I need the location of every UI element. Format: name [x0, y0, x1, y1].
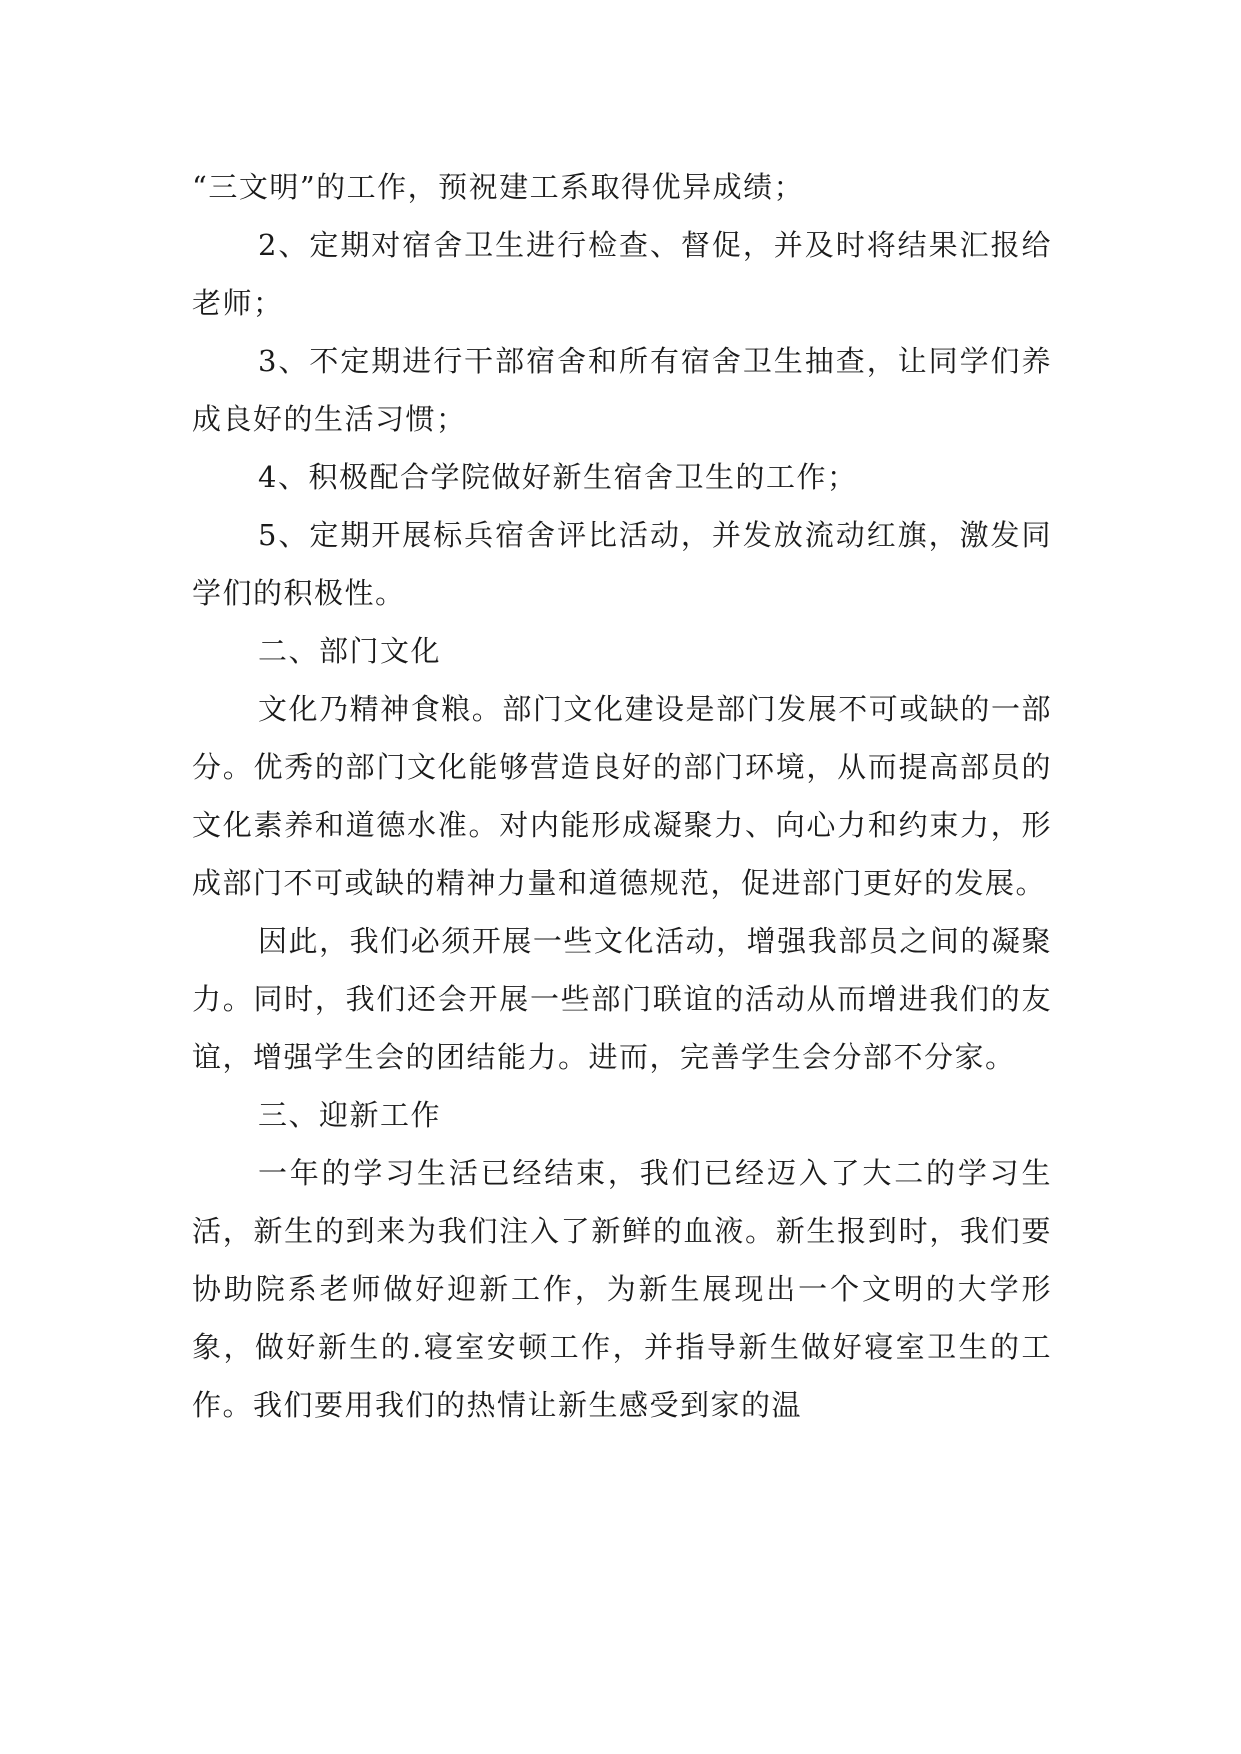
paragraph-culture-1: 文化乃精神食粮。部门文化建设是部门发展不可或缺的一部分。优秀的部门文化能够营造良好的部门环境，从而提高部员的文化素养和道德水准。对内能形成凝聚力、向心力和约束力，形成部门不可或缺的精神力量和道德规范，促进部门更好的发展。 [192, 692, 1052, 900]
paragraph-item-5: 5、定期开展标兵宿舍评比活动，并发放流动红旗，激发同学们的积极性。 [192, 518, 1052, 610]
paragraph-item-2: 2、定期对宿舍卫生进行检查、督促，并及时将结果汇报给老师； [192, 228, 1052, 320]
paragraph-culture-2: 因此，我们必须开展一些文化活动，增强我部员之间的凝聚力。同时，我们还会开展一些部门联谊的活动从而增进我们的友谊，增强学生会的团结能力。进而，完善学生会分部不分家。 [192, 924, 1052, 1074]
paragraph-continuation: “三文明”的工作，预祝建工系取得优异成绩； [192, 170, 805, 204]
paragraph-freshmen-1: 一年的学习生活已经结束，我们已经迈入了大二的学习生活，新生的到来为我们注入了新鲜的血液。新生报到时，我们要协助院系老师做好迎新工作，为新生展现出一个文明的大学形象，做好新生的.寝室安顿工作，并指导新生做好寝室卫生的工作。我们要用我们的热情让新生感受到家的温 [192, 1156, 1052, 1422]
document-body [192, 158, 1052, 1434]
paragraph-item-3: 3、不定期进行干部宿舍和所有宿舍卫生抽查，让同学们养成良好的生活习惯； [192, 344, 1052, 436]
section-heading-department-culture: 二、部门文化 [258, 634, 442, 668]
paragraph-item-4: 4、积极配合学院做好新生宿舍卫生的工作； [258, 460, 858, 494]
section-heading-freshmen-welcome: 三、迎新工作 [258, 1098, 442, 1132]
